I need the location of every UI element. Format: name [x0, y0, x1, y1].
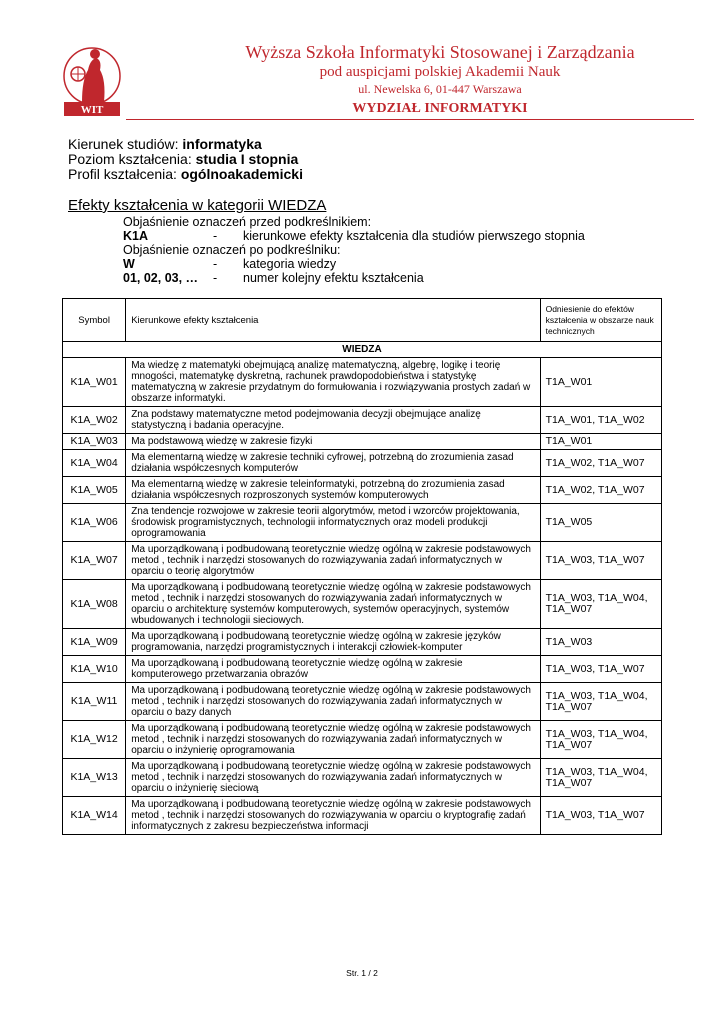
row-description: Ma elementarną wiedzę w zakresie teleinformatyki, potrzebną do zrozumienia zasad działania współczesnych rozproszonych systemów komputerowych: [126, 477, 540, 504]
table-row: [63, 721, 662, 759]
row-description: Zna tendencje rozwojowe w zakresie teorii algorytmów, metod i wzorców projektowania, środowisk programistycznych, technologii informatycznych oraz modeli produkcji oprogramowania: [126, 504, 540, 542]
program-info: [68, 137, 303, 182]
school-subtitle: pod auspicjami polskiej Akademii Nauk: [319, 64, 561, 80]
logo-text: WIT: [80, 104, 104, 116]
category-label: WIEDZA: [63, 342, 662, 358]
row-symbol: K1A_W02: [63, 407, 126, 434]
table-row: [63, 358, 662, 407]
legend-row-numbers: 01, 02, 03, … - numer kolejny efektu kształcenia: [123, 271, 424, 285]
school-name: Wyższa Szkoła Informatyki Stosowanej i Zarządzania: [245, 42, 635, 62]
row-symbol: K1A_W06: [63, 504, 126, 542]
faculty-name: WYDZIAŁ INFORMATYKI: [352, 101, 528, 116]
table-row: [63, 477, 662, 504]
table-row: [63, 656, 662, 683]
school-address: ul. Newelska 6, 01-447 Warszawa: [358, 82, 522, 96]
row-symbol: K1A_W01: [63, 358, 126, 407]
row-description: Zna podstawy matematyczne metod podejmowania decyzji obejmujące analizę statystyczną i badania operacyjne.: [126, 407, 540, 434]
row-symbol: K1A_W08: [63, 580, 126, 629]
category-row: [63, 342, 662, 358]
legend-row-k1a: K1A - kierunkowe efekty kształcenia dla studiów pierwszego stopnia: [123, 229, 585, 243]
table-row: [63, 629, 662, 656]
row-description: Ma wiedzę z matematyki obejmującą analizę matematyczną, algebrę, logikę i teorię mnogości, matematykę dyskretną, rachunek prawdopodobieństwa i statystykę matematyczną w zakresie przydatnym do formułowania i rozwiązywania prostych zadań w obszarze informatyki.: [126, 358, 540, 407]
header-divider: [126, 119, 694, 120]
row-reference: T1A_W03, T1A_W07: [540, 656, 661, 683]
row-symbol: K1A_W04: [63, 450, 126, 477]
learning-outcomes-table: [62, 298, 662, 835]
row-symbol: K1A_W14: [63, 797, 126, 835]
row-reference: T1A_W03, T1A_W07: [540, 542, 661, 580]
table-row: [63, 580, 662, 629]
symbol-legend: [123, 215, 585, 285]
row-reference: T1A_W01, T1A_W02: [540, 407, 661, 434]
table-row: [63, 504, 662, 542]
table-row: [63, 450, 662, 477]
row-symbol: K1A_W03: [63, 434, 126, 450]
row-reference: T1A_W01: [540, 434, 661, 450]
table-row: [63, 797, 662, 835]
row-symbol: K1A_W10: [63, 656, 126, 683]
row-description: Ma uporządkowaną i podbudowaną teoretycznie wiedzę ogólną w zakresie języków programowania, narzędzi programistycznych i interakcji człowiek-komputer: [126, 629, 540, 656]
wit-logo: [52, 40, 132, 120]
row-description: Ma uporządkowaną i podbudowaną teoretycznie wiedzę ogólną w zakresie komputerowego przetwarzania obrazów: [126, 656, 540, 683]
row-reference: T1A_W03: [540, 629, 661, 656]
row-symbol: K1A_W07: [63, 542, 126, 580]
row-reference: T1A_W03, T1A_W07: [540, 797, 661, 835]
header-outcomes: Kierunkowe efekty kształcenia: [126, 299, 540, 342]
document-header: [0, 0, 724, 125]
legend-row-w: W - kategoria wiedzy: [123, 257, 337, 271]
row-reference: T1A_W03, T1A_W04, T1A_W07: [540, 683, 661, 721]
legend-intro-before: Objaśnienie oznaczeń przed podkreślnikiem:: [123, 215, 372, 229]
row-reference: T1A_W01: [540, 358, 661, 407]
table-row: [63, 542, 662, 580]
row-symbol: K1A_W09: [63, 629, 126, 656]
row-description: Ma elementarną wiedzę w zakresie techniki cyfrowej, potrzebną do zrozumienia zasad działania współczesnych komputerów: [126, 450, 540, 477]
legend-intro-after: Objaśnienie oznaczeń po podkreślniku:: [123, 243, 341, 257]
row-symbol: K1A_W11: [63, 683, 126, 721]
section-title: Efekty kształcenia w kategorii WIEDZA: [68, 197, 327, 214]
header-symbol: Symbol: [63, 299, 126, 342]
row-reference: T1A_W03, T1A_W04, T1A_W07: [540, 759, 661, 797]
row-description: Ma uporządkowaną i podbudowaną teoretycznie wiedzę ogólną w zakresie podstawowych metod , technik i narzędzi stosowanych do rozwiązywania zadań informatycznych w oparciu o inżynierię oprogramowania: [126, 721, 540, 759]
row-symbol: K1A_W12: [63, 721, 126, 759]
row-description: Ma podstawową wiedzę w zakresie fizyki: [126, 434, 540, 450]
row-description: Ma uporządkowaną i podbudowaną teoretycznie wiedzę ogólną w zakresie podstawowych metod , technik i narzędzi stosowanych do rozwiązywania zadań informatycznych w oparciu o inżynierię sieciową: [126, 759, 540, 797]
program-level-line: Poziom kształcenia: studia I stopnia: [68, 151, 299, 167]
table-row: [63, 683, 662, 721]
row-description: Ma uporządkowaną i podbudowaną teoretycznie wiedzę ogólną w zakresie podstawowych metod , technik i narzędzi stosowanych do rozwiązywania zadań informatycznych w oparciu o architekturę systemów komputerowych, systemów operacyjnych, systemów wbudowanych i technologii sieciowych.: [126, 580, 540, 629]
row-description: Ma uporządkowaną i podbudowaną teoretycznie wiedzę ogólną w zakresie podstawowych metod , technik i narzędzi stosowanych do rozwiązywania w oparciu o kryptografię zadań informatycznych z zakresu bezpieczeństwa informacji: [126, 797, 540, 835]
header-reference: Odniesienie do efektów kształcenia w obszarze nauk technicznych: [540, 299, 661, 342]
row-description: Ma uporządkowaną i podbudowaną teoretycznie wiedzę ogólną w zakresie podstawowych metod , technik i narzędzi stosowanych do rozwiązywania zadań informatycznych w oparciu o bazy danych: [126, 683, 540, 721]
row-reference: T1A_W03, T1A_W04, T1A_W07: [540, 721, 661, 759]
program-profile-line: Profil kształcenia: ogólnoakademicki: [68, 166, 303, 182]
page-number: Str. 1 / 2: [346, 968, 378, 978]
table-row: [63, 407, 662, 434]
table-row: [63, 434, 662, 450]
row-reference: T1A_W05: [540, 504, 661, 542]
table-header-row: [63, 299, 662, 342]
row-description: Ma uporządkowaną i podbudowaną teoretycznie wiedzę ogólną w zakresie podstawowych metod , technik i narzędzi stosowanych do rozwiązywania zadań informatycznych w oparciu o teorię algorytmów: [126, 542, 540, 580]
row-reference: T1A_W02, T1A_W07: [540, 477, 661, 504]
program-field-line: Kierunek studiów: informatyka: [68, 136, 262, 152]
row-reference: T1A_W03, T1A_W04, T1A_W07: [540, 580, 661, 629]
table-row: [63, 759, 662, 797]
row-reference: T1A_W02, T1A_W07: [540, 450, 661, 477]
row-symbol: K1A_W13: [63, 759, 126, 797]
row-symbol: K1A_W05: [63, 477, 126, 504]
